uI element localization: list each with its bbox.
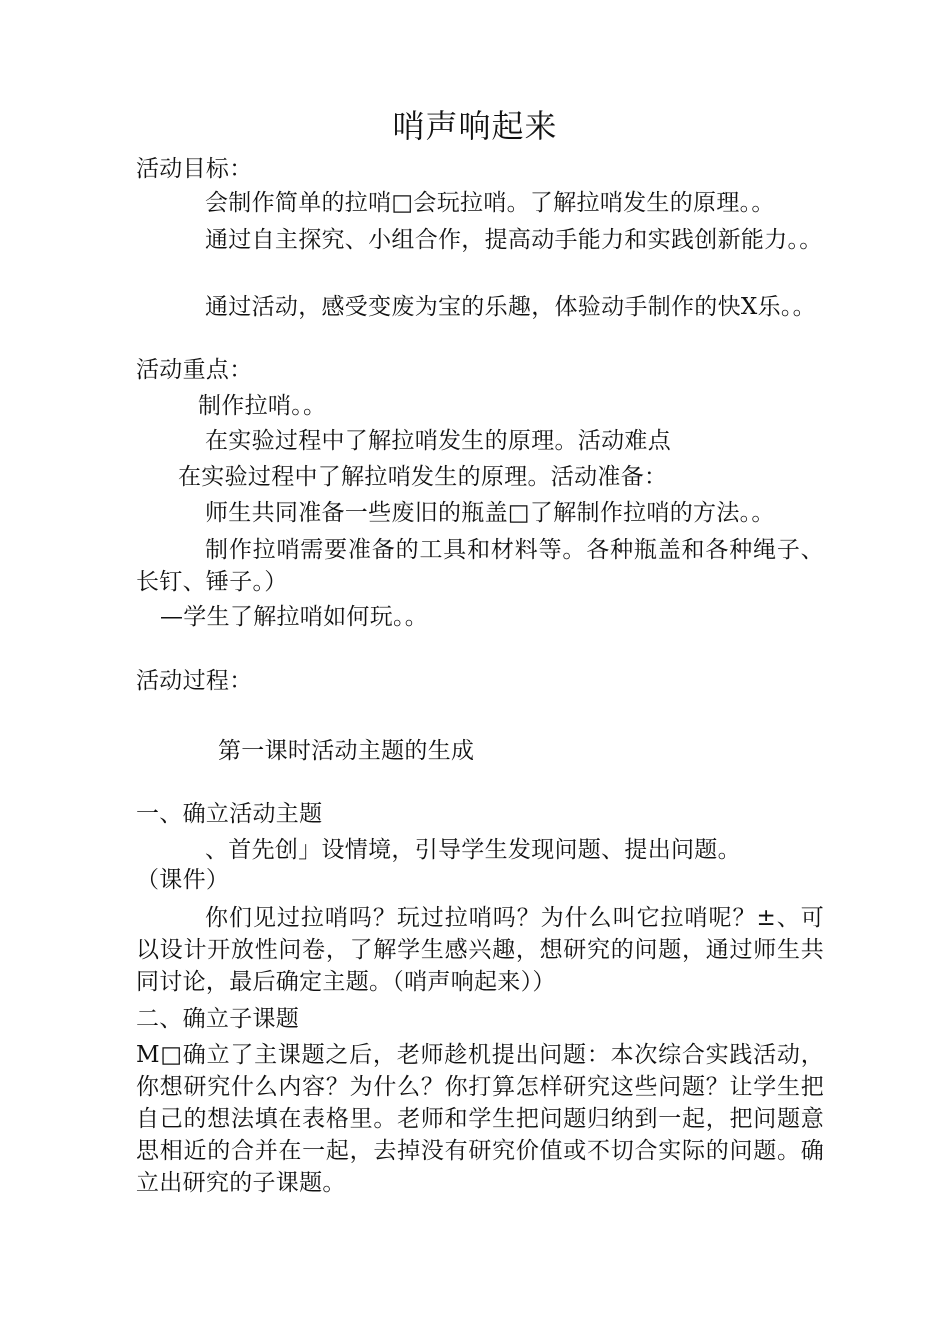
prep-item-2: 制作拉哨需要准备的工具和材料等。各种瓶盖和各种绳子、长钉、锤子。） bbox=[136, 537, 824, 595]
goal-3: 通过活动，感受变废为宝的乐趣，体验动手制作的快X乐。。 bbox=[205, 294, 816, 320]
prep-item-1: 师生共同准备一些废旧的瓶盖□了解制作拉哨的方法。。 bbox=[205, 500, 775, 526]
section-1-heading: 一、确立活动主题 bbox=[136, 801, 323, 827]
focus-item-2: 在实验过程中了解拉哨发生的原理。活动难点 bbox=[205, 428, 671, 454]
section-2-heading: 二、确立子课题 bbox=[136, 1006, 300, 1032]
prep-item-3: —学生了解拉哨如何玩。。 bbox=[160, 604, 429, 630]
goal-1: 会制作简单的拉哨□会玩拉哨。了解拉哨发生的原理。。 bbox=[205, 190, 775, 216]
process-heading: 活动过程： bbox=[136, 668, 253, 694]
goals-heading: 活动目标： bbox=[136, 156, 253, 182]
lesson-1-heading: 第一课时活动主题的生成 bbox=[218, 738, 475, 764]
goal-2: 通过自主探究、小组合作，提高动手能力和实践创新能力。。 bbox=[205, 227, 823, 253]
focus-item-1: 制作拉哨。。 bbox=[198, 393, 327, 419]
section-1-line-2: （课件） bbox=[136, 867, 230, 893]
document-title: 哨声响起来 bbox=[392, 107, 558, 145]
focus-heading: 活动重点： bbox=[136, 357, 253, 383]
section-1-paragraph: 你们见过拉哨吗？玩过拉哨吗？为什么叫它拉哨呢？±、可以设计开放性问卷，了解学生感兴趣，想研究的问题，通过师生共同讨论，最后确定主题。（哨声响起来）） bbox=[136, 905, 824, 995]
section-1-line-1: 、首先创」设情境，引导学生发现问题、提出问题。 bbox=[205, 837, 741, 863]
section-2-paragraph: M□确立了主课题之后，老师趁机提出问题：本次综合实践活动，你想研究什么内容？为什么？你打算怎样研究这些问题？让学生把自己的想法填在表格里。老师和学生把问题归纳到一起，把问题意思相近的合并在一起，去掉没有研究价值或不切合实际的问题。确立出研究的子课题。 bbox=[136, 1042, 824, 1196]
difficulty-item-1: 在实验过程中了解拉哨发生的原理。活动准备： bbox=[178, 464, 668, 490]
